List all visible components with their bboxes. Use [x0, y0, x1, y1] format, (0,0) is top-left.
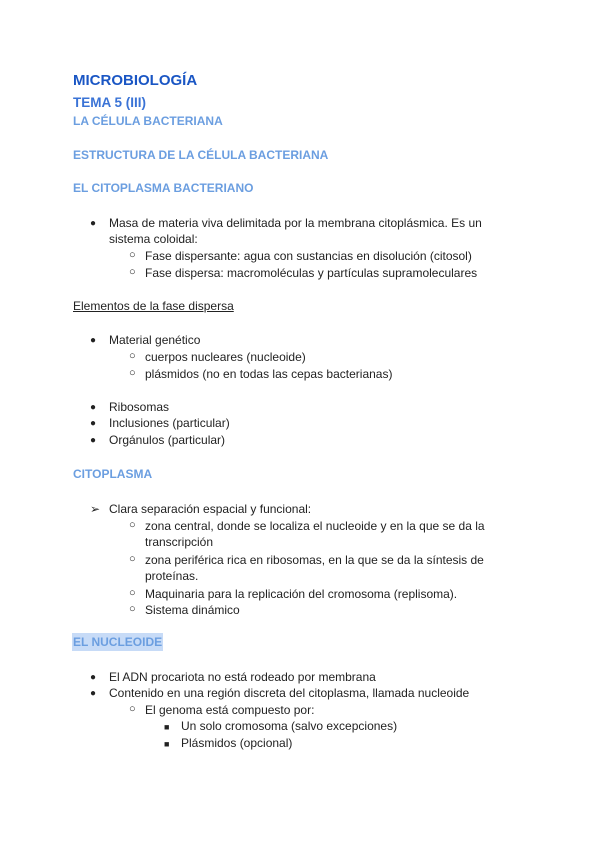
list-item: Material genético [109, 333, 201, 347]
list-subitem: plásmidos (no en todas las cepas bacterianas) [145, 367, 393, 381]
heading-fase-dispersa: Elementos de la fase dispersa [73, 299, 234, 313]
tema-label: TEMA 5 (III) [73, 95, 146, 110]
arrow-bullet: ➢ [90, 502, 101, 516]
list-item: Clara separación espacial y funcional: [109, 502, 312, 516]
heading-citoplasma: CITOPLASMA [73, 467, 153, 481]
circle-bullet: ○ [129, 249, 136, 261]
list-item: Contenido en una región discreta del citoplasma, llamada nucleoide [109, 686, 470, 700]
list-item: Masa de materia viva delimitada por la membrana citoplásmica. Es un [109, 216, 482, 230]
list-subitem-continuation: transcripción [145, 535, 214, 549]
circle-bullet: ○ [129, 519, 136, 531]
heading-estructura: ESTRUCTURA DE LA CÉLULA BACTERIANA [73, 148, 329, 162]
list-subitem: Sistema dinámico [145, 603, 240, 617]
square-bullet: ■ [164, 739, 170, 749]
list-item-continuation: sistema coloidal: [109, 232, 198, 246]
heading-citoplasma-bacteriano: EL CITOPLASMA BACTERIANO [73, 181, 254, 195]
circle-bullet: ○ [129, 603, 136, 615]
list-subsubitem: Plásmidos (opcional) [181, 736, 293, 750]
list-item: Inclusiones (particular) [109, 416, 230, 430]
list-subsubitem: Un solo cromosoma (salvo excepciones) [181, 719, 398, 733]
list-item: Orgánulos (particular) [109, 433, 226, 447]
list-subitem: Fase dispersa: macromoléculas y partículas supramoleculares [145, 266, 478, 280]
circle-bullet: ○ [129, 350, 136, 362]
list-subitem: Maquinaria para la replicación del cromosoma (replisoma). [145, 587, 458, 601]
circle-bullet: ○ [129, 553, 136, 565]
disc-bullet: ● [90, 218, 97, 229]
circle-bullet: ○ [129, 587, 136, 599]
list-item: Ribosomas [109, 400, 170, 414]
list-item: El ADN procariota no está rodeado por membrana [109, 670, 376, 684]
list-subitem: cuerpos nucleares (nucleoide) [145, 350, 306, 364]
circle-bullet: ○ [129, 703, 136, 715]
disc-bullet: ● [90, 335, 97, 346]
disc-bullet: ● [90, 402, 97, 413]
list-subitem: zona central, donde se localiza el nucleoide y en la que se da la [145, 519, 485, 533]
disc-bullet: ● [90, 672, 97, 683]
list-subitem: Fase dispersante: agua con sustancias en disolución (citosol) [145, 249, 472, 263]
list-subitem-continuation: proteínas. [145, 569, 199, 583]
list-subitem: El genoma está compuesto por: [145, 703, 315, 717]
disc-bullet: ● [90, 435, 97, 446]
square-bullet: ■ [164, 722, 170, 732]
subtitle: LA CÉLULA BACTERIANA [73, 114, 223, 128]
disc-bullet: ● [90, 688, 97, 699]
document-title: MICROBIOLOGÍA [73, 72, 198, 89]
disc-bullet: ● [90, 418, 97, 429]
heading-nucleoide: EL NUCLEOIDE [73, 635, 163, 649]
circle-bullet: ○ [129, 367, 136, 379]
list-subitem: zona periférica rica en ribosomas, en la que se da la síntesis de [145, 553, 484, 567]
circle-bullet: ○ [129, 266, 136, 278]
